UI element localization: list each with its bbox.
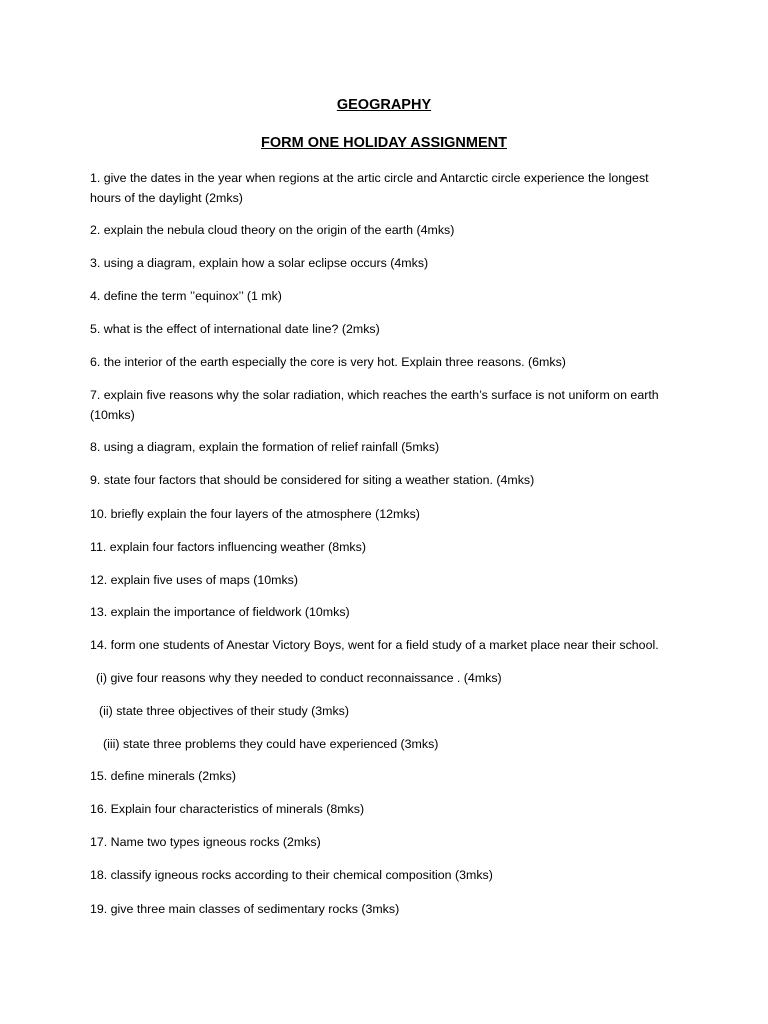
question-10: 10. briefly explain the four layers of the atmosphere (12mks): [90, 507, 420, 521]
assignment-title: FORM ONE HOLIDAY ASSIGNMENT: [261, 135, 507, 151]
question-14-part-i: (i) give four reasons why they needed to conduct reconnaissance . (4mks): [96, 671, 502, 685]
question-11: 11. explain four factors influencing weather (8mks): [90, 540, 366, 554]
question-14-part-iii: (iii) state three problems they could have experienced (3mks): [103, 737, 439, 751]
question-3: 3. using a diagram, explain how a solar eclipse occurs (4mks): [90, 256, 429, 270]
question-6: 6. the interior of the earth especially the core is very hot. Explain three reasons. (6mks): [90, 355, 566, 369]
question-14: 14. form one students of Anestar Victory Boys, went for a field study of a market place near their school.: [90, 638, 659, 652]
subject-heading: GEOGRAPHY: [336, 97, 432, 113]
question-12: 12. explain five uses of maps (10mks): [90, 573, 298, 587]
question-1: 1. give the dates in the year when regions at the artic circle and Antarctic circle experience the longest hours of the daylight (2mks): [90, 171, 649, 205]
question-14-part-ii: (ii) state three objectives of their study (3mks): [99, 704, 349, 718]
question-7: 7. explain five reasons why the solar radiation, which reaches the earth’s surface is not uniform on earth (10mks): [90, 388, 659, 422]
question-2: 2. explain the nebula cloud theory on the origin of the earth (4mks): [90, 223, 455, 237]
question-9: 9. state four factors that should be considered for siting a weather station. (4mks): [90, 473, 535, 487]
question-5: 5. what is the effect of international date line? (2mks): [90, 322, 380, 336]
question-16: 16. Explain four characteristics of minerals (8mks): [90, 802, 365, 816]
question-4: 4. define the term ’’equinox’’ (1 mk): [90, 289, 282, 303]
question-17: 17. Name two types igneous rocks (2mks): [90, 835, 321, 849]
question-19: 19. give three main classes of sedimentary rocks (3mks): [90, 902, 400, 916]
question-18: 18. classify igneous rocks according to their chemical composition (3mks): [90, 868, 493, 882]
question-13: 13. explain the importance of fieldwork (10mks): [90, 605, 350, 619]
question-8: 8. using a diagram, explain the formation of relief rainfall (5mks): [90, 440, 440, 454]
question-15: 15. define minerals (2mks): [90, 769, 236, 783]
